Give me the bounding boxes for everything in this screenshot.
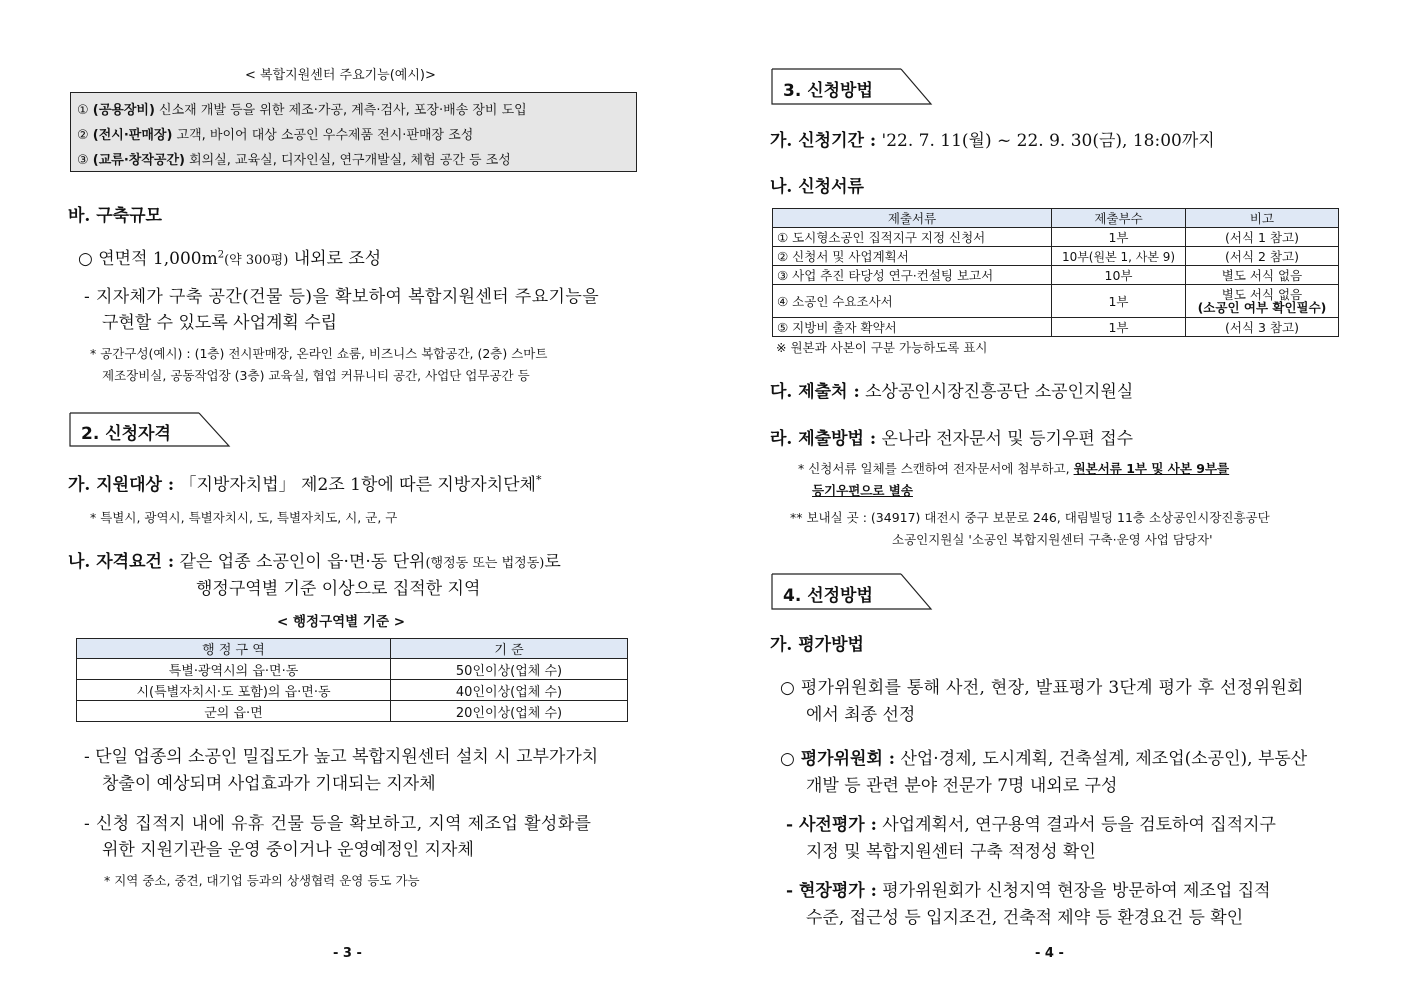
scale-bullet-small: (약 300평): [224, 253, 289, 268]
function-box-title: < 복합지원센터 주요기능(예시)>: [245, 68, 436, 83]
page-4: [702, 0, 1403, 992]
function-box: [70, 92, 637, 172]
site-evaluation-line-1: [786, 876, 1271, 901]
table-row: [773, 266, 1339, 285]
scale-bullet-text: ○ 연면적 1,000m: [78, 249, 218, 269]
evaluation-committee-text: 산업·경제, 도시계획, 건축설계, 제조업(소공인), 부동산: [895, 749, 1308, 769]
table-cell: (서식 2 참고): [1186, 247, 1339, 266]
table-header-row: [773, 209, 1339, 228]
table-cell: 별도 서식 없음: [1186, 266, 1339, 285]
section-3-title: 3. 신청방법: [783, 81, 873, 101]
table-row: [773, 228, 1339, 247]
section-4-title: 4. 선정방법: [783, 586, 873, 606]
scale-bullet-superscript: 2: [217, 249, 225, 261]
section-4-header: [771, 573, 931, 609]
table-cell-line-bold: (소공인 여부 확인필수): [1197, 300, 1327, 315]
function-item-number: ①: [77, 103, 89, 118]
table-row: [773, 285, 1339, 318]
function-item-text: 고객, 바이어 대상 소공인 우수제품 전시·판매장 조성: [172, 128, 474, 143]
function-item-number: ②: [77, 128, 89, 143]
pre-evaluation-text: 사업계획서, 연구용역 결과서 등을 검토하여 집적지구: [876, 815, 1276, 835]
submit-place-text: 소상공인시장진흥공단 소공인지원실: [859, 382, 1134, 402]
function-item-heading: (공용장비): [92, 103, 155, 118]
address-line-2: 소공인지원실 '소공인 복합지원센터 구축·운영 사업 담당자': [892, 532, 1213, 547]
evaluation-heading: 가. 평가방법: [770, 635, 864, 655]
table-cell: [1186, 285, 1339, 318]
table-header-row: [77, 639, 628, 659]
table-header: 제출서류: [773, 209, 1052, 228]
scale-note-line-2: 제조장비실, 공동작업장 (3층) 교육실, 협업 커뮤니티 공간, 사업단 업무공간 등: [102, 368, 530, 383]
table-cell: 20인이상(업체 수): [391, 701, 628, 722]
table-row: [77, 680, 628, 701]
pre-evaluation-line-2: 지정 및 복합지원센터 구축 적정성 확인: [806, 842, 1096, 862]
scale-note-line-1: * 공간구성(예시) : (1층) 전시판매장, 온라인 쇼룸, 비즈니스 복합공간, (2층) 스마트: [90, 346, 548, 361]
submit-method-note-text: * 신청서류 일체를 스캔하여 전자문서에 첨부하고,: [798, 461, 1074, 476]
table-header: 행 정 구 역: [77, 639, 391, 659]
evaluation-bullet-2-line-2: 개발 등 관련 분야 전문가 7명 내외로 구성: [806, 776, 1118, 796]
function-item-text: 신소재 개발 등을 위한 제조·가공, 계측·검사, 포장·배송 장비 도입: [154, 103, 527, 118]
site-evaluation-line-2: 수준, 접근성 등 입지조건, 건축적 제약 등 환경요건 등 확인: [806, 908, 1244, 928]
submit-method-note-emphasis: 원본서류 1부 및 사본 9부를: [1073, 461, 1230, 476]
table-cell: ④ 소공인 수요조사서: [773, 285, 1052, 318]
table-cell: ① 도시형소공인 집적지구 지정 신청서: [773, 228, 1052, 247]
table-cell: ③ 사업 추진 타당성 연구·컨설팅 보고서: [773, 266, 1052, 285]
submit-place-line: [770, 377, 1133, 402]
function-item-number: ③: [77, 153, 89, 168]
table-cell: 10부: [1052, 266, 1186, 285]
function-item: [77, 149, 511, 168]
section-2-header: [69, 412, 229, 448]
table-cell: ⑤ 지방비 출자 확약서: [773, 318, 1052, 337]
table-cell: 40인이상(업체 수): [391, 680, 628, 701]
table-cell: 특별·광역시의 읍·면·동: [77, 659, 391, 680]
table-cell: 10부(원본 1, 사본 9): [1052, 247, 1186, 266]
qualification-note: * 지역 중소, 중견, 대기업 등과의 상생협력 운영 등도 가능: [104, 873, 420, 888]
function-item-heading: (교류·창작공간): [92, 153, 185, 168]
function-item-heading: (전시·판매장): [92, 128, 173, 143]
qualification-dash-1-line-2: 창출이 예상되며 사업효과가 기대되는 지자체: [102, 774, 436, 794]
qualification-text: 같은 업종 소공인이 읍·면·동 단위: [174, 552, 426, 572]
table-cell-line: 별도 서식 없음: [1221, 287, 1303, 302]
table-cell: ② 신청서 및 사업계획서: [773, 247, 1052, 266]
qualification-text-end: 로: [544, 552, 561, 572]
table-header: 기 준: [391, 639, 628, 659]
evaluation-bullet-1-line-1: ○ 평가위원회를 통해 사전, 현장, 발표평가 3단계 평가 후 선정위원회: [780, 678, 1304, 698]
submit-method-note-line-2: 등기우편으로 별송: [812, 483, 913, 498]
submit-method-note-line-1: [798, 459, 1229, 477]
table-cell: 군의 읍·면: [77, 701, 391, 722]
target-footnote-mark: *: [535, 473, 542, 487]
site-evaluation-label: - 현장평가 :: [786, 881, 877, 901]
table-cell: (서식 1 참고): [1186, 228, 1339, 247]
table-cell: 1부: [1052, 318, 1186, 337]
qualification-dash-2-line-1: - 신청 집적지 내에 유휴 건물 등을 확보하고, 지역 제조업 활성화를: [84, 814, 592, 834]
scale-bullet-text-end: 내외로 조성: [288, 249, 382, 269]
scale-dash-line-2: 구현할 수 있도록 사업계획 수립: [102, 313, 338, 333]
target-text: 「지방자치법」 제2조 1항에 따른 지방자치단체: [174, 475, 536, 495]
address-line-1: ** 보내실 곳 : (34917) 대전시 중구 보문로 246, 대림빌딩 11층 소상공인시장진흥공단: [790, 510, 1270, 525]
admin-criteria-table: [76, 638, 628, 722]
page-3: [0, 0, 701, 992]
submit-method-text: 온나라 전자문서 및 등기우편 접수: [876, 429, 1134, 449]
qualification-dash-1-line-1: - 단일 업종의 소공인 밀집도가 높고 복합지원센터 설치 시 고부가가치: [84, 747, 599, 767]
target-note: * 특별시, 광역시, 특별자치시, 도, 특별자치도, 시, 군, 구: [90, 510, 398, 525]
table-row: [773, 247, 1339, 266]
scale-heading: 바. 구축규모: [68, 206, 162, 226]
function-item-text: 회의실, 교육실, 디자인실, 연구개발실, 체험 공간 등 조성: [184, 153, 511, 168]
section-3-header: [771, 68, 931, 104]
evaluation-bullet-2-line-1: [780, 744, 1307, 769]
pre-evaluation-label: - 사전평가 :: [786, 815, 877, 835]
documents-heading: 나. 신청서류: [770, 177, 864, 197]
qualification-line-2: 행정구역별 기준 이상으로 집적한 지역: [196, 579, 481, 599]
section-2-title: 2. 신청자격: [81, 424, 171, 444]
site-evaluation-text: 평가위원회가 신청지역 현장을 방문하여 제조업 집적: [876, 881, 1271, 901]
period-label: 가. 신청기간 :: [770, 131, 877, 151]
submit-method-label: 라. 제출방법 :: [770, 429, 877, 449]
qualification-line-1: [68, 547, 561, 572]
table-cell: 1부: [1052, 285, 1186, 318]
scale-bullet: [78, 244, 381, 269]
submit-place-label: 다. 제출처 :: [770, 382, 860, 402]
documents-note: ※ 원본과 사본이 구분 가능하도록 표시: [776, 340, 988, 355]
pre-evaluation-line-1: [786, 810, 1276, 835]
documents-table: [772, 208, 1339, 337]
table-cell: 1부: [1052, 228, 1186, 247]
target-label: 가. 지원대상 :: [68, 475, 175, 495]
qualification-dash-2-line-2: 위한 지원기관을 운영 중이거나 운영예정인 지자체: [102, 840, 474, 860]
qualification-text-small: (행정동 또는 법정동): [425, 556, 545, 571]
page-number: - 3 -: [333, 946, 362, 961]
function-item: [77, 124, 473, 143]
table-cell: 50인이상(업체 수): [391, 659, 628, 680]
table-row: [773, 318, 1339, 337]
table-row: [77, 659, 628, 680]
evaluation-committee-label: ○ 평가위원회 :: [780, 749, 896, 769]
table-cell: (서식 3 참고): [1186, 318, 1339, 337]
table-cell: 시(특별자치시·도 포함)의 읍·면·동: [77, 680, 391, 701]
submit-method-line: [770, 424, 1133, 449]
table-header: 비고: [1186, 209, 1339, 228]
qualification-label: 나. 자격요건 :: [68, 552, 175, 572]
page-number: - 4 -: [1035, 946, 1064, 961]
target-line: [68, 470, 541, 495]
admin-table-title: < 행정구역별 기준 >: [277, 614, 406, 630]
function-item: [77, 99, 527, 118]
period-text: '22. 7. 11(월) ~ 22. 9. 30(금), 18:00까지: [876, 131, 1215, 151]
scale-dash-line-1: - 지자체가 구축 공간(건물 등)을 확보하여 복합지원센터 주요기능을: [84, 287, 600, 307]
table-header: 제출부수: [1052, 209, 1186, 228]
evaluation-bullet-1-line-2: 에서 최종 선정: [806, 705, 916, 725]
table-row: [77, 701, 628, 722]
period-line: [770, 126, 1215, 151]
